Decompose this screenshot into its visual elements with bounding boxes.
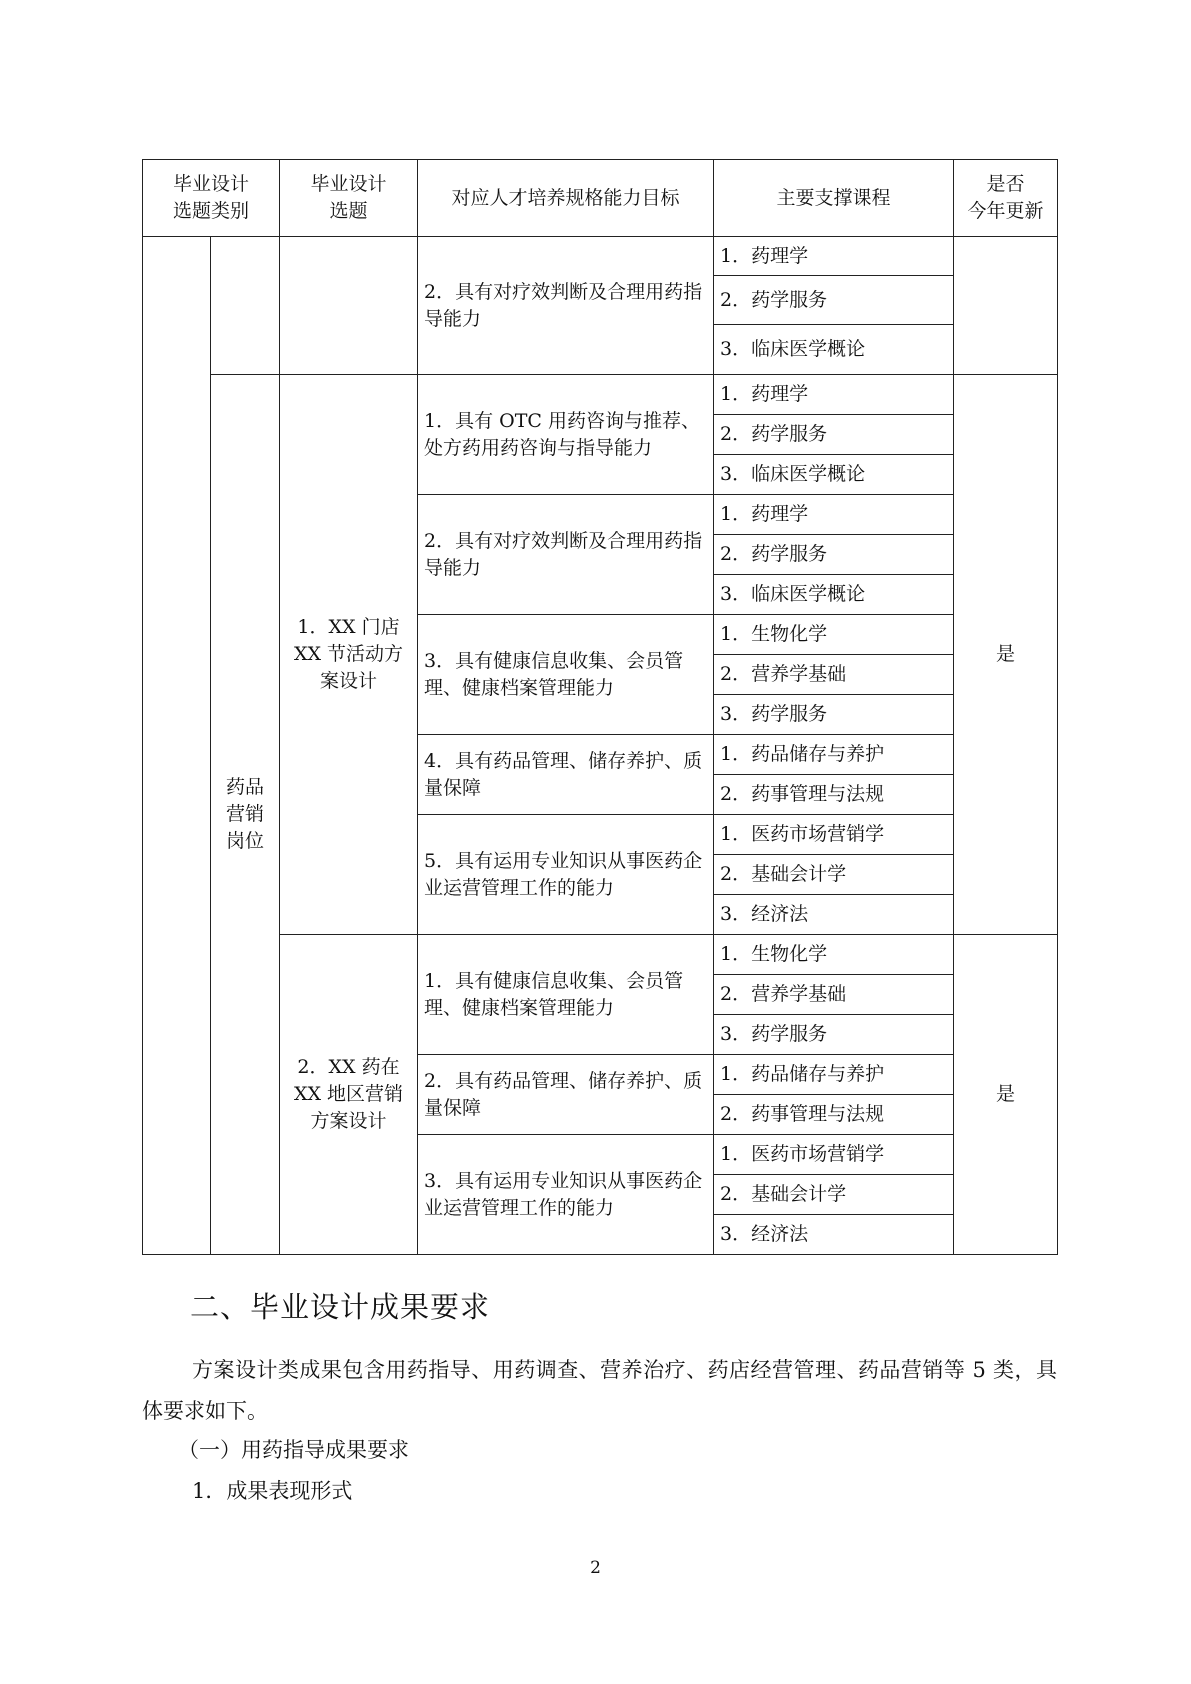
table-body	[143, 160, 1058, 1255]
topic2-title-cell: 2．XX 药在 XX 地区营销方案设计	[280, 935, 418, 1255]
course-cell: 3．临床医学概论	[714, 325, 954, 375]
curriculum-table	[142, 159, 1058, 1255]
header-goal: 对应人才培养规格能力目标	[418, 160, 714, 237]
course-cell: 2．营养学基础	[714, 975, 954, 1015]
course-cell: 1．药品储存与养护	[714, 1055, 954, 1095]
course-cell: 3．经济法	[714, 1215, 954, 1255]
goal-cell: 2．具有对疗效判断及合理用药指导能力	[418, 495, 714, 615]
course-cell: 2．药事管理与法规	[714, 1095, 954, 1135]
goal-cell: 1．具有 OTC 用药咨询与推荐、处方药用药咨询与指导能力	[418, 375, 714, 495]
course-cell: 1．药品储存与养护	[714, 735, 954, 775]
table-row	[143, 375, 1058, 415]
course-cell: 3．临床医学概论	[714, 455, 954, 495]
updated-cell-cont	[954, 237, 1058, 375]
course-cell: 2．药学服务	[714, 415, 954, 455]
course-cell: 1．生物化学	[714, 935, 954, 975]
course-cell: 2．基础会计学	[714, 1175, 954, 1215]
header-topic: 毕业设计 选题	[280, 160, 418, 237]
topic1-updated-cell: 是	[954, 375, 1058, 935]
topic1-title-cell: 1．XX 门店 XX 节活动方案设计	[280, 375, 418, 935]
course-cell: 1．药理学	[714, 237, 954, 276]
goal-cell: 5．具有运用专业知识从事医药企业运营管理工作的能力	[418, 815, 714, 935]
course-cell: 1．药理学	[714, 375, 954, 415]
course-cell: 2．营养学基础	[714, 655, 954, 695]
course-cell: 2．药事管理与法规	[714, 775, 954, 815]
course-cell: 3．药学服务	[714, 1015, 954, 1055]
course-cell: 1．医药市场营销学	[714, 815, 954, 855]
header-row	[143, 160, 1058, 237]
section-heading: 二、毕业设计成果要求	[190, 1290, 491, 1324]
subsection-heading: （一）用药指导成果要求	[178, 1438, 409, 1462]
header-updated: 是否 今年更新	[954, 160, 1058, 237]
topic2-updated-cell: 是	[954, 935, 1058, 1255]
header-category: 毕业设计 选题类别	[143, 160, 280, 237]
table-row	[143, 935, 1058, 975]
goal-cell: 2．具有药品管理、储存养护、质量保障	[418, 1055, 714, 1135]
subsection-item: 1．成果表现形式	[192, 1479, 353, 1503]
course-cell: 2．基础会计学	[714, 855, 954, 895]
course-cell: 3．经济法	[714, 895, 954, 935]
course-cell: 2．药学服务	[714, 276, 954, 325]
section-paragraph: 方案设计类成果包含用药指导、用药调查、营养治疗、药店经营管理、药品营销等 5 类，具体要求如下。	[142, 1358, 1057, 1423]
course-cell: 1．生物化学	[714, 615, 954, 655]
course-cell: 2．药学服务	[714, 535, 954, 575]
post-cell-cont	[211, 237, 280, 375]
course-cell: 3．临床医学概论	[714, 575, 954, 615]
topic-cell-cont	[280, 237, 418, 375]
goal-cell: 2．具有对疗效判断及合理用药指导能力	[418, 237, 714, 375]
table-row	[143, 237, 1058, 276]
course-cell: 1．药理学	[714, 495, 954, 535]
course-cell: 1．医药市场营销学	[714, 1135, 954, 1175]
post-cell: 药品 营销 岗位	[211, 375, 280, 1255]
goal-cell: 4．具有药品管理、储存养护、质量保障	[418, 735, 714, 815]
goal-cell: 3．具有运用专业知识从事医药企业运营管理工作的能力	[418, 1135, 714, 1255]
goal-cell: 3．具有健康信息收集、会员管理、健康档案管理能力	[418, 615, 714, 735]
course-cell: 3．药学服务	[714, 695, 954, 735]
category-cell	[143, 237, 211, 1255]
page-number: 2	[590, 1558, 601, 1578]
goal-cell: 1．具有健康信息收集、会员管理、健康档案管理能力	[418, 935, 714, 1055]
header-courses: 主要支撑课程	[714, 160, 954, 237]
